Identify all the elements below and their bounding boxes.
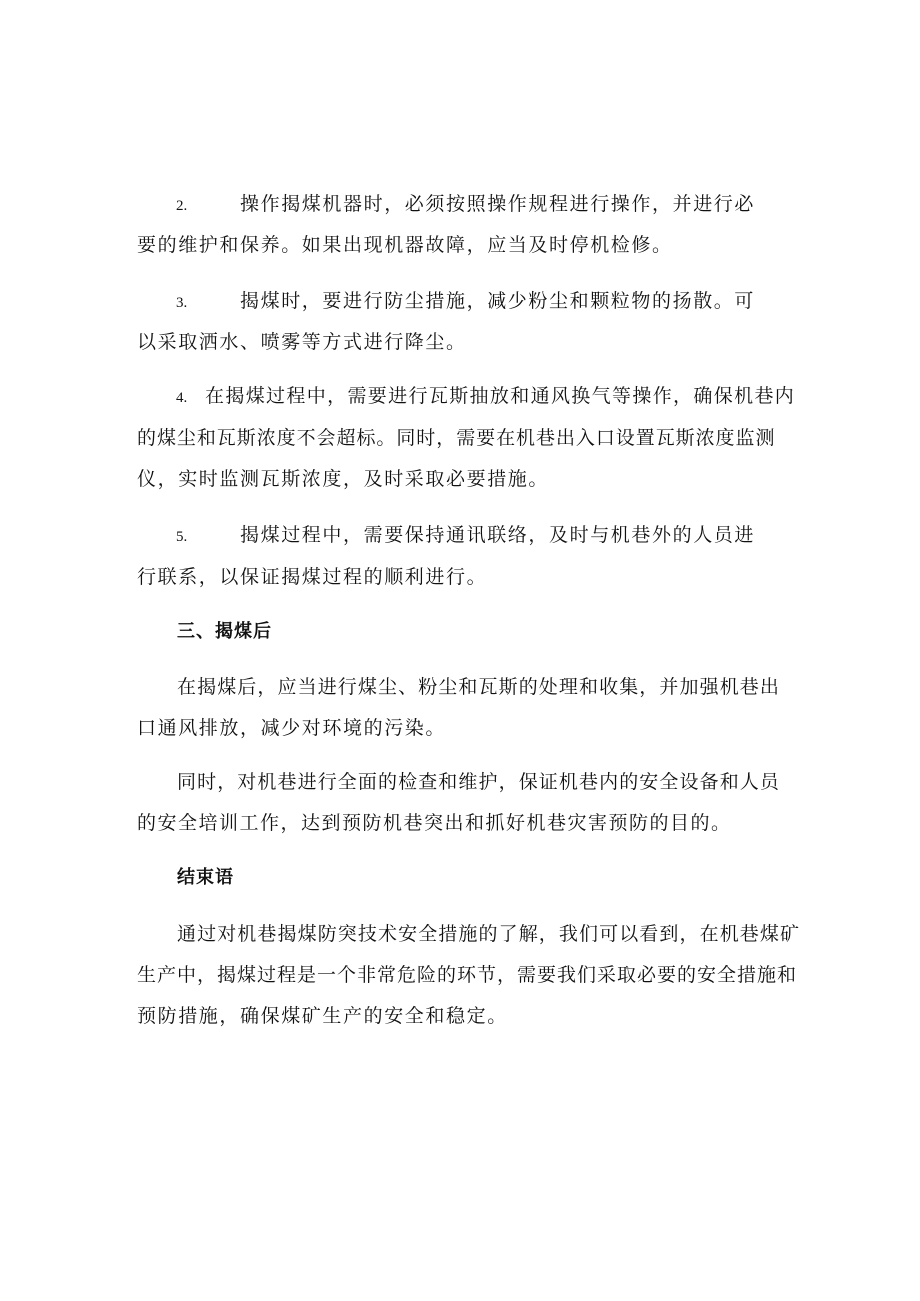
item-text-line: 以采取洒水、喷雾等方式进行降尘。 <box>137 331 467 353</box>
item-text-line: 揭煤过程中，需要保持通讯联络，及时与机巷外的人员进 <box>240 524 756 546</box>
item-text-line: 的煤尘和瓦斯浓度不会超标。同时，需要在机巷出入口设置瓦斯浓度监测 <box>137 427 776 449</box>
item-number: 4. <box>176 390 188 406</box>
item-text-line: 行联系，以保证揭煤过程的顺利进行。 <box>137 566 488 588</box>
conclusion-heading: 结束语 <box>177 867 234 888</box>
paragraph-line: 通过对机巷揭煤防突技术安全措施的了解，我们可以看到，在机巷煤矿 <box>177 923 801 945</box>
paragraph-line: 口通风排放，减少对环境的污染。 <box>137 717 447 739</box>
section-heading: 三、揭煤后 <box>177 621 272 642</box>
paragraph-line: 预防措施，确保煤矿生产的安全和稳定。 <box>137 1005 508 1027</box>
item-text-line: 操作揭煤机器时，必须按照操作规程进行操作，并进行必 <box>240 193 756 215</box>
item-number: 5. <box>176 529 188 545</box>
item-text-line: 揭煤时，要进行防尘措施，减少粉尘和颗粒物的扬散。可 <box>240 290 756 312</box>
paragraph-line: 生产中，揭煤过程是一个非常危险的环节，需要我们采取必要的安全措施和 <box>137 964 798 986</box>
paragraph-line: 同时，对机巷进行全面的检查和维护，保证机巷内的安全设备和人员 <box>177 771 781 793</box>
item-text-line: 在揭煤过程中，需要进行瓦斯抽放和通风换气等操作，确保机巷内 <box>205 385 796 407</box>
item-number: 3. <box>176 295 188 311</box>
item-text-line: 仪，实时监测瓦斯浓度，及时采取必要措施。 <box>137 468 550 490</box>
paragraph-line: 的安全培训工作，达到预防机巷突出和抓好机巷灾害预防的目的。 <box>137 812 732 834</box>
item-number: 2. <box>176 198 188 214</box>
item-text-line: 要的维护和保养。如果出现机器故障，应当及时停机检修。 <box>137 234 673 256</box>
paragraph-line: 在揭煤后，应当进行煤尘、粉尘和瓦斯的处理和收集，并加强机巷出 <box>177 676 781 698</box>
